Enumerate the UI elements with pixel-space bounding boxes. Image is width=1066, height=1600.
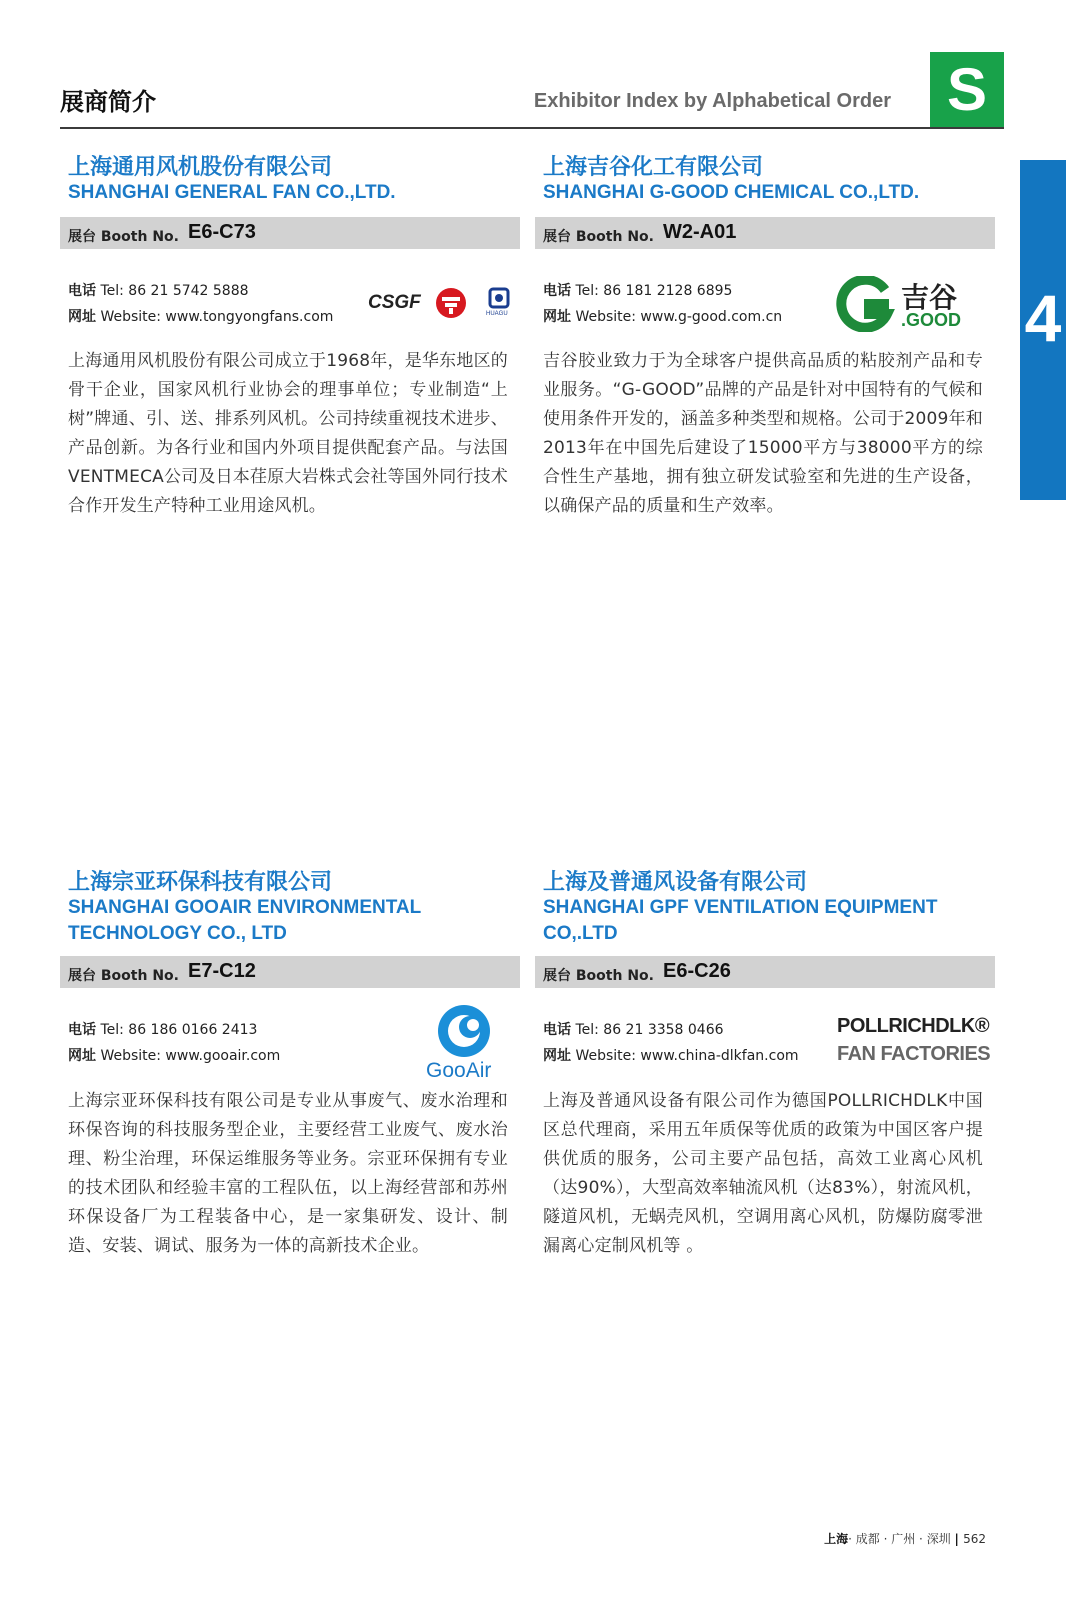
company-logo xyxy=(837,1013,991,1073)
logo-caption: .GOOD xyxy=(901,310,962,330)
index-label: Exhibitor Index by Alphabetical Order xyxy=(533,90,891,112)
company-name-en: SHANGHAI GOOAIR ENVIRONMENTAL TECHNOLOGY CO., LTD xyxy=(68,897,421,944)
booth-bar xyxy=(60,956,520,988)
booth-number: E7-C12 xyxy=(188,960,256,982)
section-number: 4 xyxy=(1024,281,1062,355)
website-link[interactable]: Website: www.tongyongfans.com xyxy=(100,309,334,325)
booth-number: E6-C73 xyxy=(188,221,256,243)
alphabet-letter-badge: S xyxy=(930,52,1004,128)
company-description: 吉谷胶业致力于为全球客户提供高品质的粘胶剂产品和专业服务。“G-GOOD”品牌的产品是针对中国特有的气候和使用条件开发的，涵盖多种类型和规格。公司于2009年和2013年在中国先后建设了15000平方与38000平方的综合性生产基地，拥有独立研发试验室和先进的生产设备，以确保产品的质量和生产效率。 xyxy=(543,351,983,516)
company-name-cn: 上海吉谷化工有限公司 xyxy=(543,155,764,180)
tel-label: 电话 xyxy=(68,1022,96,1038)
company-name-en: SHANGHAI G-GOOD CHEMICAL CO.,LTD. xyxy=(543,182,920,203)
exhibitor-card-2 xyxy=(535,150,995,530)
tel-label: 电话 xyxy=(68,283,96,299)
company-name-cn: 上海宗亚环保科技有限公司 xyxy=(68,870,333,895)
website-label: 网址 xyxy=(543,309,571,325)
booth-label: 展台 Booth No. xyxy=(68,229,179,245)
booth-label: 展台 Booth No. xyxy=(68,968,179,984)
website-link[interactable]: Website: www.gooair.com xyxy=(100,1048,281,1064)
exhibitor-card-4 xyxy=(535,865,995,1265)
company-name-cn: 上海及普通风设备有限公司 xyxy=(543,870,808,895)
swirl-icon xyxy=(432,1003,496,1059)
company-description: 上海宗亚环保科技有限公司是专业从事废气、废水治理和环保咨询的科技服务型企业，主要经营工业废气、废水治理、粉尘治理，环保运维服务等业务。宗亚环保拥有专业的技术团队和经验丰富的工程队伍，以上海经营部和苏州环保设备厂为工程装备中心，是一家集研发、设计、制造、安装、调试、服务为一体的高新技术企业。 xyxy=(68,1091,508,1256)
g-letter-icon xyxy=(835,276,899,332)
tel-label: 电话 xyxy=(543,1022,571,1038)
booth-bar xyxy=(535,956,995,988)
website-label: 网址 xyxy=(543,1048,571,1064)
website-label: 网址 xyxy=(68,1048,96,1064)
page-footer: 上海· 成都 · 广州 · 深圳 | 562 xyxy=(824,1532,986,1546)
logo-caption: FAN FACTORIES xyxy=(837,1043,991,1065)
website-label: 网址 xyxy=(68,309,96,325)
contact-info xyxy=(68,1019,280,1071)
header-divider xyxy=(60,127,1004,129)
company-name-cn: 上海通用风机股份有限公司 xyxy=(68,155,333,180)
tel-value: Tel: 86 181 2128 6895 xyxy=(575,283,733,299)
tel-value: Tel: 86 21 3358 0466 xyxy=(575,1022,724,1038)
booth-bar xyxy=(535,217,995,249)
website-link[interactable]: Website: www.g-good.com.cn xyxy=(575,309,783,325)
footer-city-main: 上海 xyxy=(824,1532,849,1546)
booth-label: 展台 Booth No. xyxy=(543,968,654,984)
company-logo xyxy=(835,276,985,332)
exhibitor-card-1 xyxy=(60,150,520,530)
website-link[interactable]: Website: www.china-dlkfan.com xyxy=(575,1048,799,1064)
company-logo xyxy=(420,1003,515,1083)
section-side-tab xyxy=(1020,160,1066,500)
page-number: 562 xyxy=(963,1532,986,1546)
footer-cities: · 成都 · 广州 · 深圳 xyxy=(848,1532,951,1546)
brand-badge-icon xyxy=(488,287,510,309)
logo-wordmark: 吉谷 xyxy=(901,281,958,314)
booth-label: 展台 Booth No. xyxy=(543,229,654,245)
logo-wordmark: CSGF xyxy=(368,292,421,313)
fan-emblem-icon xyxy=(434,286,468,320)
booth-number: W2-A01 xyxy=(663,221,737,243)
booth-bar xyxy=(60,217,520,249)
company-description: 上海通用风机股份有限公司成立于1968年，是华东地区的骨干企业，国家风机行业协会的理事单位；专业制造“上树”牌通、引、送、排系列风机。公司持续重视技术进步、产品创新。为各行业和国内外项目提供配套产品。与法国VENTMECA公司及日本荏原大岩株式会社等国外同行技术合作开发生产特种工业用途风机。 xyxy=(68,351,508,516)
tel-value: Tel: 86 186 0166 2413 xyxy=(100,1022,258,1038)
company-name-en: SHANGHAI GENERAL FAN CO.,LTD. xyxy=(68,182,396,203)
company-description: 上海及普通风设备有限公司作为德国POLLRICHDLK中国区总代理商，采用五年质保等优质的政策为中国区客户提供优质的服务，公司主要产品包括，高效工业离心风机（达90%），大型高效率轴流风机（达83%），射流风机，隧道风机，无蜗壳风机，空调用离心风机，防爆防腐零泄漏离心定制风机等 。 xyxy=(543,1091,983,1256)
company-logo xyxy=(368,284,518,324)
contact-info xyxy=(543,280,782,332)
company-name-en: SHANGHAI GPF VENTILATION EQUIPMENT CO,.LTD xyxy=(543,897,938,944)
contact-info xyxy=(543,1019,799,1071)
page-title: 展商简介 xyxy=(60,88,156,116)
tel-label: 电话 xyxy=(543,283,571,299)
exhibitor-card-3 xyxy=(60,865,520,1265)
contact-info xyxy=(68,280,333,332)
tel-value: Tel: 86 21 5742 5888 xyxy=(100,283,249,299)
logo-caption: HUAGU xyxy=(486,311,508,317)
logo-wordmark: POLLRICHDLK® xyxy=(837,1015,990,1037)
logo-wordmark: GooAir xyxy=(426,1059,492,1082)
booth-number: E6-C26 xyxy=(663,960,731,982)
